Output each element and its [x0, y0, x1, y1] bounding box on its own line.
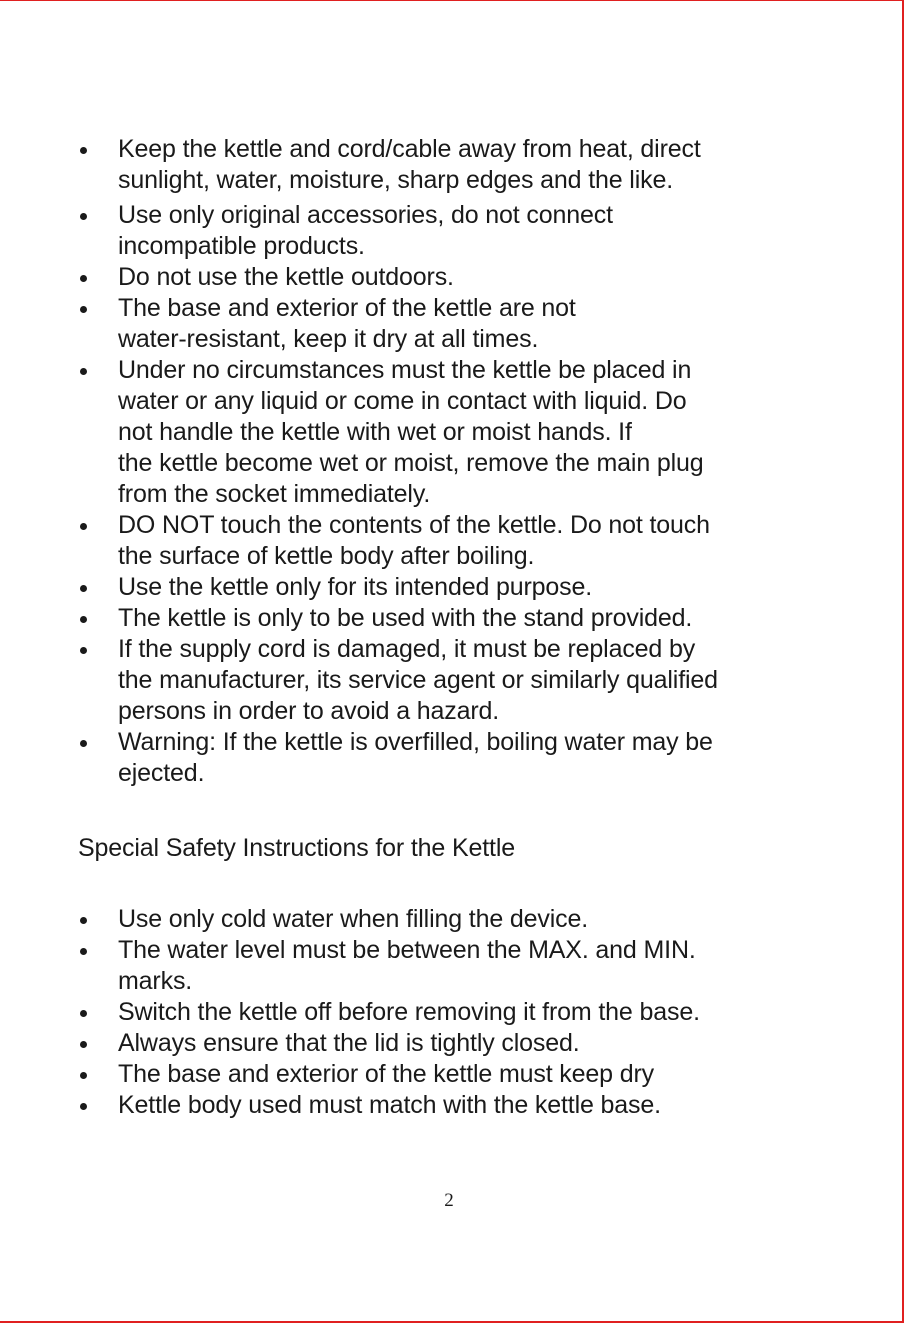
list-item-text: Do not use the kettle outdoors. — [118, 263, 454, 291]
page-border-top — [0, 0, 904, 1]
list-item-text: Always ensure that the lid is tightly closed. — [118, 1029, 580, 1057]
list-item-text: The base and exterior of the kettle are not water-resistant, keep it dry at all times. — [118, 294, 576, 353]
list-item-text: Use only cold water when filling the device. — [118, 905, 589, 933]
bullet-icon — [80, 368, 87, 375]
bullet-icon — [80, 147, 87, 154]
list-item — [78, 727, 838, 789]
list-item-text: The water level must be between the MAX. and MIN. marks. — [118, 936, 696, 995]
section-heading: Special Safety Instructions for the Kettle — [78, 834, 515, 862]
bullet-icon — [80, 948, 87, 955]
bullet-icon — [80, 275, 87, 282]
list-item-text: The base and exterior of the kettle must keep dry — [118, 1060, 654, 1088]
list-item — [78, 134, 838, 196]
list-item-text: Under no circumstances must the kettle be placed in water or any liquid or come in contact with liquid. Do not handle the kettle with wet or moist hands. If the kettle become wet or moist, remove the main plug from the socket immediately. — [118, 356, 704, 508]
list-item-text: If the supply cord is damaged, it must be replaced by the manufacturer, its service agent or similarly qualified persons in order to avoid a hazard. — [118, 635, 718, 725]
list-item-text: Warning: If the kettle is overfilled, boiling water may be ejected. — [118, 728, 713, 787]
bullet-icon — [80, 306, 87, 313]
bullet-icon — [80, 1103, 87, 1110]
bullet-icon — [80, 523, 87, 530]
list-item — [78, 1090, 838, 1121]
bullet-icon — [80, 647, 87, 654]
list-item-text: DO NOT touch the contents of the kettle. Do not touch the surface of kettle body after boiling. — [118, 511, 710, 570]
list-item — [78, 1059, 838, 1090]
list-item-text: Use only original accessories, do not connect incompatible products. — [118, 201, 613, 260]
bullet-icon — [80, 917, 87, 924]
bullet-icon — [80, 1010, 87, 1017]
list-item — [78, 262, 838, 293]
list-item-text: Switch the kettle off before removing it from the base. — [118, 998, 700, 1026]
list-item — [78, 904, 838, 935]
list-item — [78, 355, 838, 510]
list-item — [78, 293, 838, 355]
list-item — [78, 997, 838, 1028]
list-item — [78, 603, 838, 634]
page-border-right — [902, 0, 904, 1323]
bullet-icon — [80, 585, 87, 592]
bullet-icon — [80, 213, 87, 220]
bullet-icon — [80, 1072, 87, 1079]
list-item — [78, 200, 838, 262]
list-item-text: Keep the kettle and cord/cable away from heat, direct sunlight, water, moisture, sharp edges and the like. — [118, 135, 701, 194]
page-number: 2 — [444, 1190, 454, 1211]
document-body — [78, 134, 838, 1121]
list-item-text: Use the kettle only for its intended purpose. — [118, 573, 593, 601]
list-item-text: Kettle body used must match with the kettle base. — [118, 1091, 661, 1119]
bullet-icon — [80, 616, 87, 623]
list-item — [78, 634, 838, 727]
safety-instructions-list — [78, 134, 838, 789]
list-item-text: The kettle is only to be used with the stand provided. — [118, 604, 693, 632]
list-item — [78, 572, 838, 603]
list-item — [78, 510, 838, 572]
special-safety-list — [78, 904, 838, 1121]
list-item — [78, 935, 838, 997]
bullet-icon — [80, 1041, 87, 1048]
bullet-icon — [80, 740, 87, 747]
list-item — [78, 1028, 838, 1059]
